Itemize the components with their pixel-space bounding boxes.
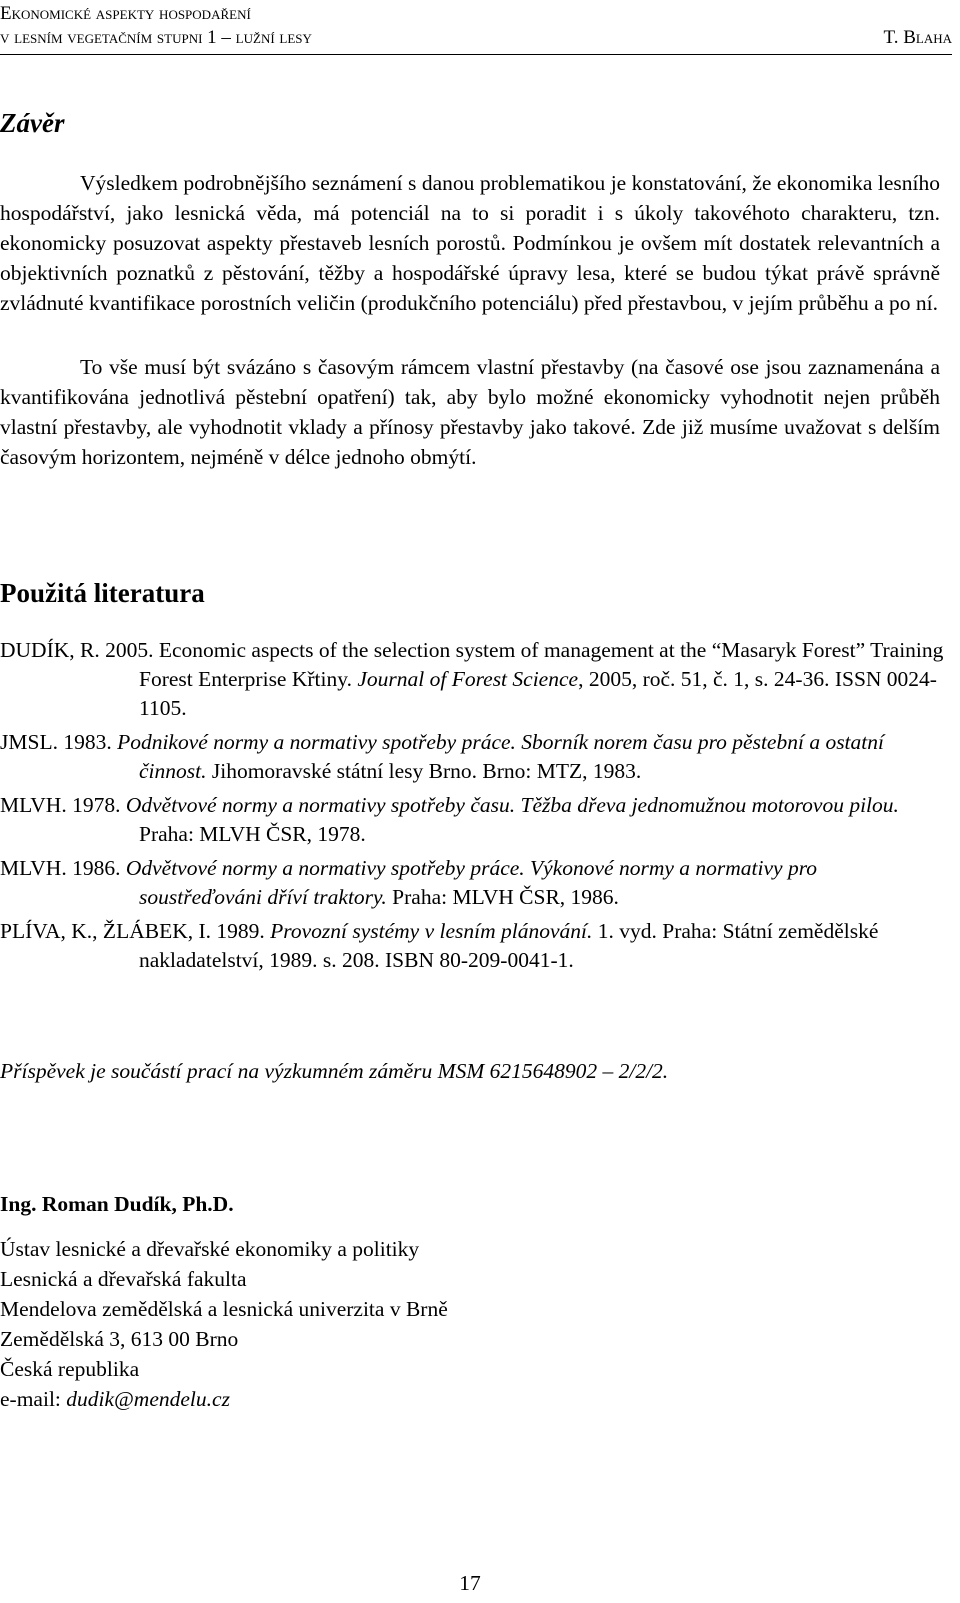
address-line: Lesnická a dřevařská fakulta [0,1267,247,1291]
reference-text: JMSL. 1983. [0,730,118,754]
reference-text: MLVH. 1978. [0,793,126,817]
page-number: 17 [459,1571,481,1595]
header-divider [0,54,952,55]
reference-item [0,791,945,849]
reference-details: 1. vyd. Praha: Státní zemědělské nakladatelství, 1989. s. 208. ISBN 80-209-0041-1. [139,919,879,972]
conclusion-paragraph-1: Výsledkem podrobnějšího seznámení s danou problematikou je konstatování, že ekonomika lesního hospodářství, jako lesnická věda, má potenciál na to si poradit i s úkoly takovéhoto charakteru, tzn. ekonomicky posuzovat aspekty přestaveb lesních porostů. Podmínkou je ovšem mít dostatek relevantních a objektivních poznatků z pěstování, těžby a hospodářské úpravy lesa, které se budou týkat právě správně zvládnuté kvantifikace porostních veličin (produkčního potenciálu) před přestavbou, v jejím průběhu a po ní. [0,171,940,315]
address-line: Ústav lesnické a dřevařské ekonomiky a politiky [0,1237,420,1261]
author-name: Ing. Roman Dudík, Ph.D. [0,1192,234,1216]
header-title-line1: Ekonomické aspekty hospodaření [0,3,251,24]
header-author: T. Blaha [883,27,952,48]
literature-heading: Použitá literatura [0,578,205,608]
conclusion-heading: Závěr [0,108,65,138]
reference-title: Odvětvové normy a normativy spotřeby času. Těžba dřeva jednomužnou motorovou pilou. [125,793,899,817]
reference-item [0,636,945,723]
reference-title: Journal of Forest Science [357,667,579,691]
reference-list [0,636,945,980]
reference-title: Podnikové normy a normativy spotřeby práce. Sborník norem času pro pěstební a ostatní činnost. [117,730,884,783]
running-header [0,2,952,55]
reference-details: Jihomoravské státní lesy Brno. Brno: MTZ, 1983. [206,759,642,783]
reference-details: Praha: MLVH ČSR, 1978. [139,822,366,846]
reference-item [0,917,945,975]
reference-details: Praha: MLVH ČSR, 1986. [386,885,619,909]
reference-text: PLÍVA, K., ŽLÁBEK, I. 1989. [0,919,271,943]
reference-item [0,854,945,912]
reference-title: Odvětvové normy a normativy spotřeby práce. Výkonové normy a normativy pro soustřeďováni dříví traktory. [125,856,818,909]
address-line: Mendelova zemědělská a lesnická univerzita v Brně [0,1297,448,1321]
reference-text: DUDÍK, R. 2005. Economic aspects of the selection system of management at the “Masaryk Forest” Training Forest Enterprise Křtiny. [0,638,944,691]
email-address[interactable]: dudik@mendelu.cz [66,1387,230,1411]
reference-text: MLVH. 1986. [0,856,126,880]
reference-item [0,728,945,786]
email-label: e-mail: [0,1387,67,1411]
reference-title: Provozní systémy v lesním plánování. [270,919,593,943]
header-title-line2: v lesním vegetačním stupni 1 – lužní lesy [0,27,312,48]
funding-note: Příspěvek je součástí prací na výzkumném záměru MSM 6215648902 – 2/2/2. [0,1059,669,1083]
author-address [0,1234,448,1414]
conclusion-paragraph-2: To vše musí být svázáno s časovým rámcem vlastní přestavby (na časové ose jsou zaznamenána a kvantifikována jednotlivá pěstební opatření) tak, aby bylo možné ekonomicky vyhodnotit nejen průběh vlastní přestavby, ale vyhodnotit vklady a přínosy přestavby jako takové. Zde již musíme uvažovat s delším časovým horizontem, nejméně v délce jednoho obmýtí. [0,355,940,469]
email-line [0,1384,448,1414]
reference-details: , 2005, roč. 51, č. 1, s. 24-36. ISSN 0024-1105. [139,667,937,720]
address-line: Zemědělská 3, 613 00 Brno [0,1327,239,1351]
address-line: Česká republika [0,1357,140,1381]
